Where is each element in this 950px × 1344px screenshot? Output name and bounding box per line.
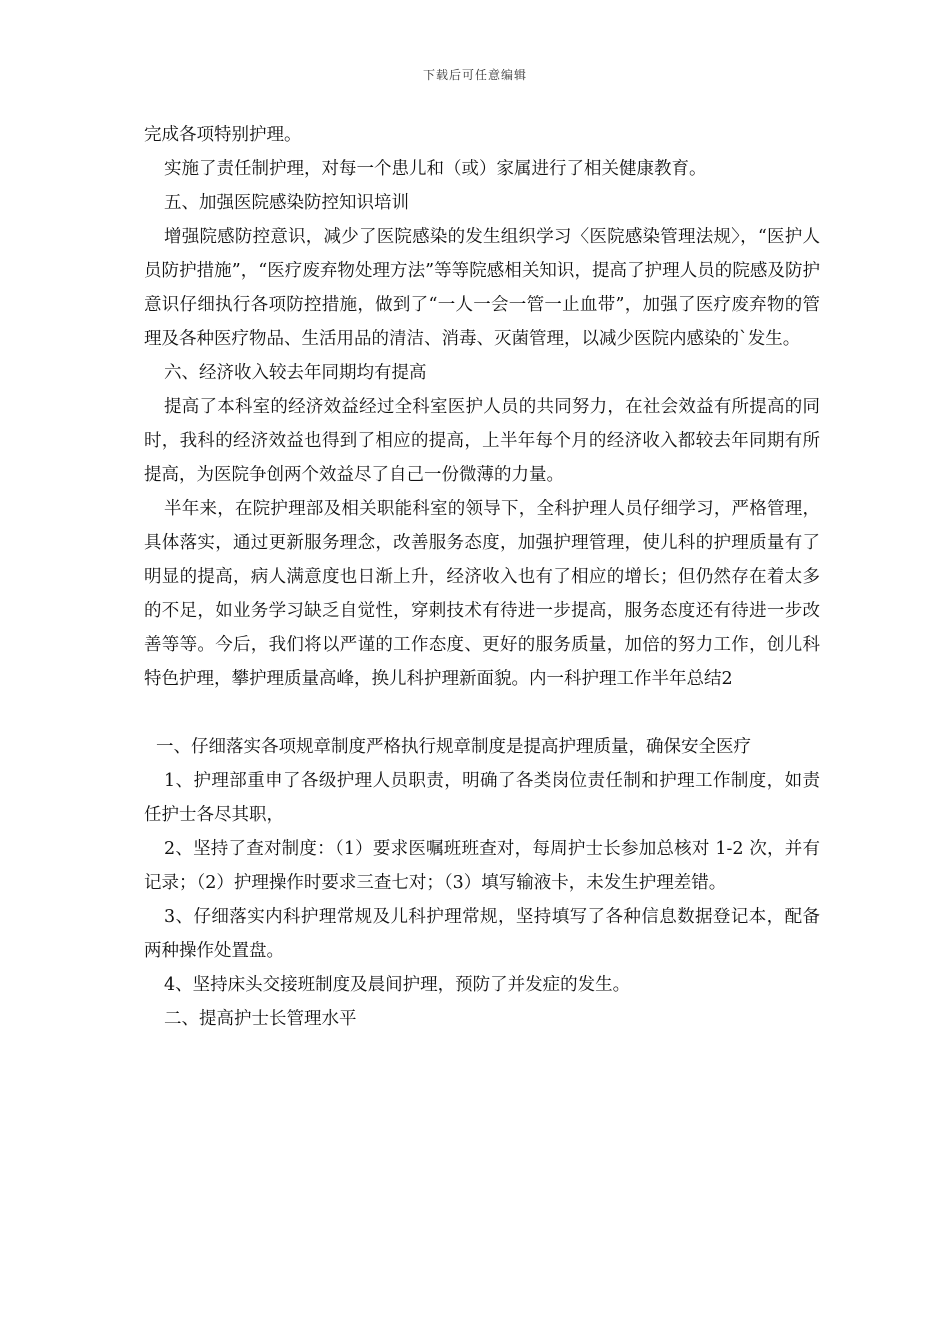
list-item: 1、护理部重申了各级护理人员职责，明确了各类岗位责任制和护理工作制度，如责任护士各尽其职， bbox=[144, 771, 820, 825]
list-item: 2、坚持了查对制度：（1）要求医嘱班班查对，每周护士长参加总核对 1-2 次，并有记录；（2）护理操作时要求三查七对；（3）填写输液卡，未发生护理差错。 bbox=[144, 839, 820, 893]
document-body bbox=[144, 118, 820, 1036]
section-heading: 六、经济收入较去年同期均有提高 bbox=[164, 363, 427, 383]
list-item: 4、坚持床头交接班制度及晨间护理，预防了并发症的发生。 bbox=[164, 975, 631, 995]
paragraph: 半年来，在院护理部及相关职能科室的领导下，全科护理人员仔细学习，严格管理，具体落实，通过更新服务理念，改善服务态度，加强护理管理，使儿科的护理质量有了明显的提高，病人满意度也日渐上升，经济收入也有了相应的增长；但仍然存在着太多的不足，如业务学习缺乏自觉性，穿刺技术有待进一步提高，服务态度还有待进一步改善等等。今后，我们将以严谨的工作态度、更好的服务质量，加倍的努力工作，创儿科特色护理，攀护理质量高峰，换儿科护理新面貌。内一科护理工作半年总结2 bbox=[144, 499, 820, 689]
list-item: 3、仔细落实内科护理常规及儿科护理常规，坚持填写了各种信息数据登记本，配备两种操作处置盘。 bbox=[144, 907, 820, 961]
blank-line bbox=[144, 696, 820, 730]
paragraph: 完成各项特别护理。 bbox=[144, 125, 302, 145]
page-header: 下载后可任意编辑 bbox=[422, 68, 527, 82]
paragraph: 实施了责任制护理，对每一个患儿和（或）家属进行了相关健康教育。 bbox=[164, 159, 707, 179]
paragraph: 提高了本科室的经济效益经过全科室医护人员的共同努力，在社会效益有所提高的同时，我科的经济效益也得到了相应的提高，上半年每个月的经济收入都较去年同期有所提高，为医院争创两个效益尽了自己一份微薄的力量。 bbox=[144, 397, 820, 485]
section-heading: 一、仔细落实各项规章制度严格执行规章制度是提高护理质量，确保安全医疗 bbox=[156, 737, 751, 757]
section-heading: 五、加强医院感染防控知识培训 bbox=[164, 193, 409, 213]
section-heading: 二、提高护士长管理水平 bbox=[164, 1009, 357, 1029]
paragraph: 增强院感防控意识，减少了医院感染的发生组织学习〈医院感染管理法规〉，“医护人员防护措施”，“医疗废弃物处理方法”等等院感相关知识，提高了护理人员的院感及防护意识仔细执行各项防控措施，做到了“一人一会一管一止血带”，加强了医疗废弃物的管理及各种医疗物品、生活用品的清洁、消毒、灭菌管理，以减少医院内感染的`发生。 bbox=[144, 227, 820, 349]
